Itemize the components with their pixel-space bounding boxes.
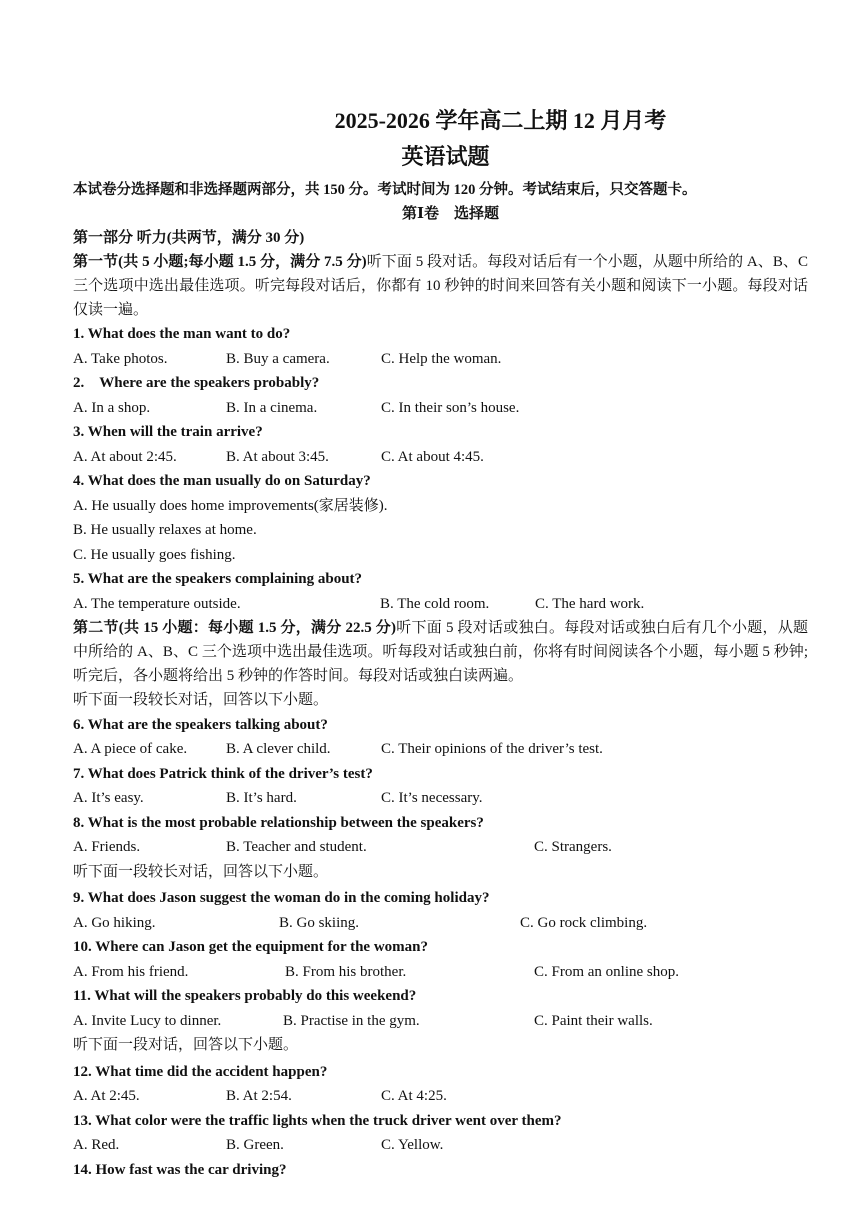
- options-5: [73, 592, 808, 617]
- option-12b: B. At 2:54.: [226, 1088, 292, 1104]
- option-13a: A. Red.: [73, 1137, 120, 1153]
- question-9: 9. What does Jason suggest the woman do in the coming holiday?: [73, 890, 490, 906]
- option-2c: C. In their son’s house.: [381, 399, 520, 416]
- options-11: [73, 1009, 808, 1034]
- question-10: 10. Where can Jason get the equipment for the woman?: [73, 939, 428, 955]
- option-13b: B. Green.: [226, 1137, 284, 1153]
- question-5: 5. What are the speakers complaining about?: [73, 571, 363, 587]
- option-6b: B. A clever child.: [226, 741, 331, 757]
- option-8b: B. Teacher and student.: [226, 839, 367, 855]
- options-2: [73, 396, 808, 421]
- option-8c: C. Strangers.: [534, 839, 612, 855]
- question-12: 12. What time did the accident happen?: [73, 1063, 328, 1080]
- option-1a: A. Take photos.: [73, 350, 168, 367]
- option-10b: B. From his brother.: [285, 963, 407, 980]
- question-4: 4. What does the man usually do on Saturday?: [73, 473, 371, 489]
- exam-intro: 本试卷分选择题和非选择题两部分，共 150 分。考试时间为 120 分钟。考试结束后，只交答题卡。: [73, 182, 697, 198]
- note-dialogue: 听下面一段对话，回答以下小题。: [73, 1037, 299, 1053]
- option-11b: B. Practise in the gym.: [283, 1012, 420, 1029]
- options-13: [73, 1133, 808, 1158]
- part1-title: 第一部分 听力(共两节，满分 30 分): [73, 230, 305, 246]
- question-3: 3. When will the train arrive?: [73, 424, 263, 440]
- option-2b: B. In a cinema.: [226, 399, 318, 416]
- question-6: 6. What are the speakers talking about?: [73, 716, 328, 733]
- option-9c: C. Go rock climbing.: [520, 914, 648, 931]
- options-9: [73, 911, 808, 936]
- option-12c: C. At 4:25.: [381, 1088, 447, 1104]
- option-3c: C. At about 4:45.: [381, 448, 484, 465]
- options-12: [73, 1084, 808, 1109]
- question-13: 13. What color were the traffic lights when the truck driver went over them?: [73, 1112, 562, 1129]
- options-10: [73, 960, 808, 985]
- note-long-dialogue-2: 听下面一段较长对话，回答以下小题。: [73, 863, 329, 880]
- question-14: 14. How fast was the car driving?: [73, 1161, 287, 1178]
- option-13c: C. Yellow.: [381, 1137, 444, 1153]
- option-6a: A. A piece of cake.: [73, 741, 188, 757]
- option-2a: A. In a shop.: [73, 399, 151, 416]
- section1-heading: 第一节(共 5 小题;每小题 1.5 分，满分 7.5 分): [73, 254, 367, 270]
- option-5b: B. The cold room.: [380, 595, 490, 612]
- option-12a: A. At 2:45.: [73, 1088, 140, 1104]
- option-4a: A. He usually does home improvements(家居装修).: [73, 497, 388, 514]
- options-8: [73, 835, 808, 860]
- option-8a: A. Friends.: [73, 839, 141, 855]
- options-7: [73, 786, 808, 811]
- options-3: [73, 445, 808, 470]
- section1-instructions: [73, 250, 808, 322]
- option-4b: B. He usually relaxes at home.: [73, 522, 257, 538]
- option-5a: A. The temperature outside.: [73, 595, 241, 612]
- option-10a: A. From his friend.: [73, 963, 189, 980]
- question-8: 8. What is the most probable relationship between the speakers?: [73, 814, 484, 831]
- options-1: [73, 347, 808, 372]
- option-5c: C. The hard work.: [535, 595, 645, 612]
- option-11c: C. Paint their walls.: [534, 1012, 653, 1029]
- options-6: [73, 737, 808, 762]
- option-9b: B. Go skiing.: [279, 914, 360, 931]
- note-long-dialogue-1: 听下面一段较长对话，回答以下小题。: [73, 692, 329, 708]
- option-3b: B. At about 3:45.: [226, 448, 329, 465]
- question-11: 11. What will the speakers probably do this weekend?: [73, 988, 417, 1004]
- question-1: 1. What does the man want to do?: [73, 326, 291, 342]
- option-7a: A. It’s easy.: [73, 790, 144, 806]
- option-1c: C. Help the woman.: [381, 350, 502, 367]
- option-3a: A. At about 2:45.: [73, 448, 177, 465]
- option-1b: B. Buy a camera.: [226, 350, 330, 367]
- option-11a: A. Invite Lucy to dinner.: [73, 1012, 222, 1029]
- section1-text: 听下面 5 段对话。每段对话后有一个小题，从题中所给的 A、B、C 三个选项中选出最佳选项。听完每段对话后，你都有 10 秒钟的时间来回答有关小题和阅读下一小题。每段对话仅读一遍。: [73, 254, 808, 318]
- exam-subtitle: 英语试题: [401, 144, 490, 169]
- option-7c: C. It’s necessary.: [381, 790, 483, 806]
- option-4c: C. He usually goes fishing.: [73, 546, 236, 563]
- option-10c: C. From an online shop.: [534, 963, 679, 980]
- option-9a: A. Go hiking.: [73, 914, 156, 931]
- exam-title: 2025-2026 学年高二上期 12 月月考: [334, 108, 667, 133]
- volume-heading: 第Ⅰ卷 选择题: [401, 206, 500, 222]
- option-6c: C. Their opinions of the driver’s test.: [381, 741, 603, 757]
- section2-instructions: [73, 616, 808, 688]
- option-7b: B. It’s hard.: [226, 790, 297, 806]
- section2-heading: 第二节(共 15 小题：每小题 1.5 分，满分 22.5 分): [73, 620, 396, 636]
- section2-text: 听下面 5 段对话或独白。每段对话或独白后有几个小题，从题中所给的 A、B、C 三个选项中选出最佳选项。听每段对话或独白前，你将有时间阅读各个小题，每小题 5 秒钟;听完后，各小题将给出 5 秒钟的作答时间。每段对话或独白读两遍。: [73, 620, 808, 684]
- question-7: 7. What does Patrick think of the driver’s test?: [73, 765, 373, 782]
- question-2: 2. Where are the speakers probably?: [73, 375, 320, 391]
